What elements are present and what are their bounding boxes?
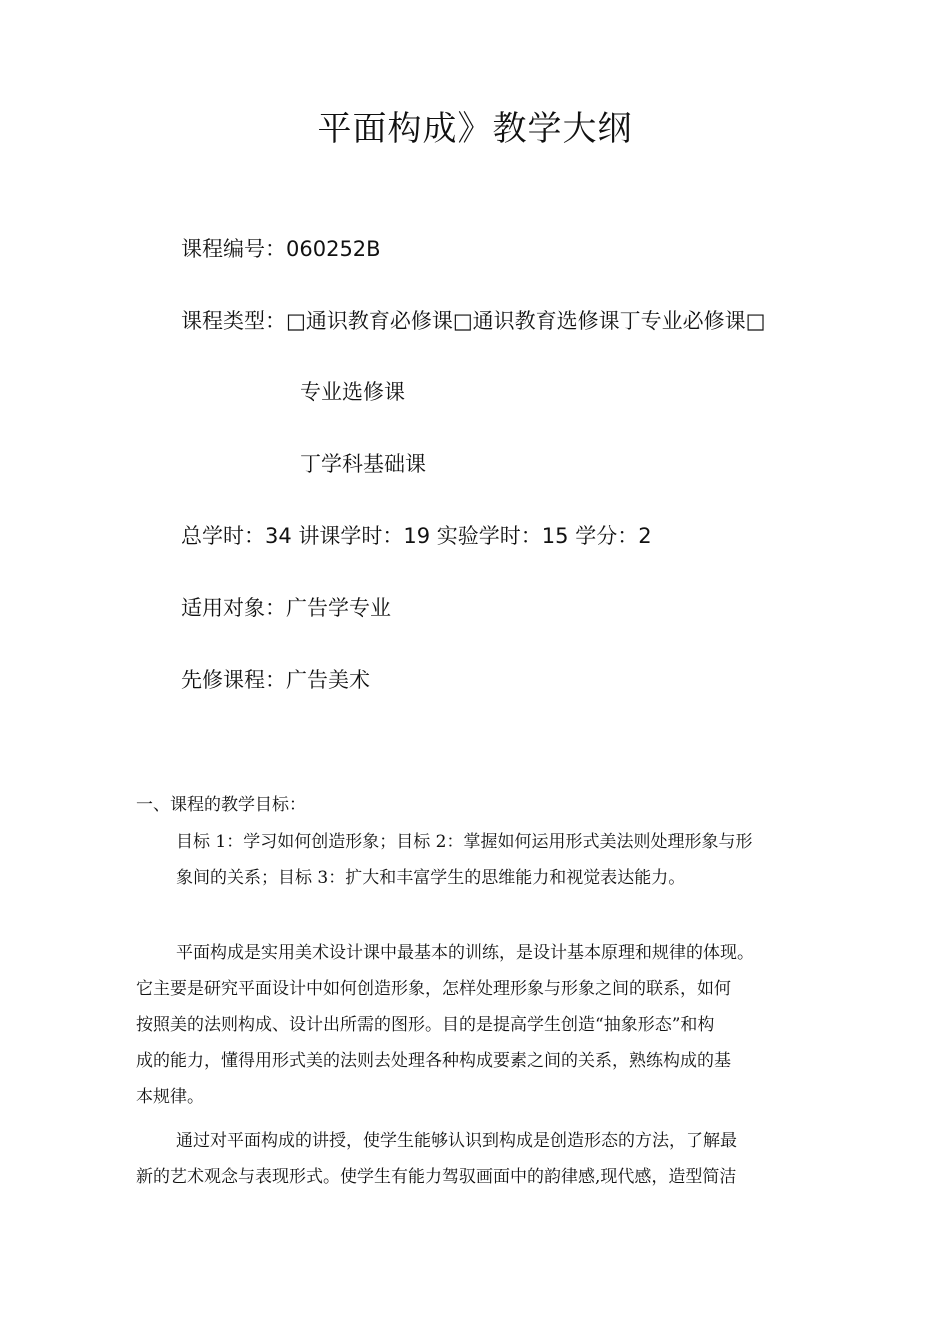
- paragraph-line: 它主要是研究平面设计中如何创造形象，怎样处理形象与形象之间的联系，如何: [136, 979, 731, 999]
- paragraph-line: 通过对平面构成的讲授，使学生能够认识到构成是创造形态的方法，了解最: [176, 1131, 737, 1151]
- course-code: 课程编号：060252B: [181, 237, 381, 261]
- paragraph-line: 新的艺术观念与表现形式。使学生有能力驾驭画面中的韵律感,现代感，造型简洁: [136, 1167, 737, 1187]
- course-hours: 总学时：34 讲课学时：19 实验学时：15 学分：2: [181, 524, 652, 548]
- course-type-line-2: 专业选修课: [300, 380, 405, 404]
- paragraph-1: [136, 935, 836, 1115]
- paragraph-line: 本规律。: [136, 1087, 204, 1107]
- goals-line: 目标 1：学习如何创造形象；目标 2：掌握如何运用形式美法则处理形象与形: [176, 832, 753, 852]
- section-heading-goals: 一、课程的教学目标：: [136, 795, 306, 815]
- goals-block: [176, 824, 836, 896]
- paragraph-line: 按照美的法则构成、设计出所需的图形。目的是提高学生创造“抽象形态”和构: [136, 1015, 715, 1035]
- paragraph-line: 平面构成是实用美术设计课中最基本的训练，是设计基本原理和规律的体现。: [176, 943, 754, 963]
- course-type-line-3: 丁学科基础课: [300, 452, 426, 476]
- paragraph-line: 成的能力，懂得用形式美的法则去处理各种构成要素之间的关系，熟练构成的基: [136, 1051, 731, 1071]
- course-prerequisite: 先修课程：广告美术: [181, 668, 370, 692]
- course-audience: 适用对象：广告学专业: [181, 596, 391, 620]
- paragraph-2: [136, 1123, 836, 1195]
- course-type-line-1: 课程类型：□通识教育必修课□通识教育选修课丁专业必修课□: [181, 309, 766, 333]
- goals-line: 象间的关系；目标 3：扩大和丰富学生的思维能力和视觉表达能力。: [176, 868, 686, 888]
- document-title: 平面构成》教学大纲: [317, 109, 633, 149]
